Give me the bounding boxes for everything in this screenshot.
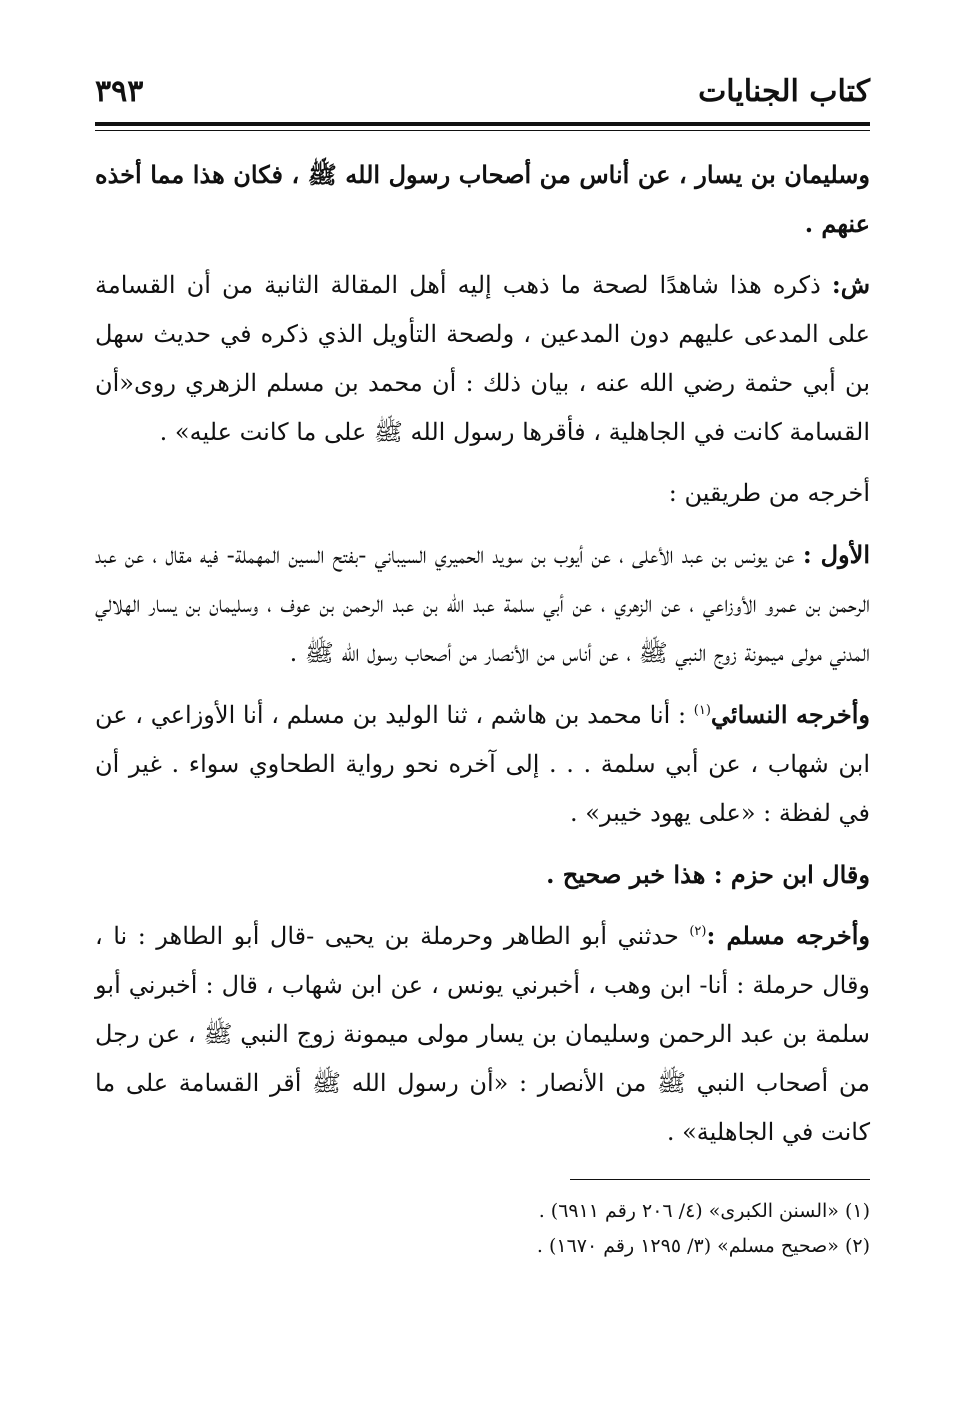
page-number: ٣٩٣ — [95, 74, 144, 109]
paragraph-routes: أخرجه من طريقين : — [668, 479, 870, 507]
first-route-text: عن يونس بن عبد الأعلى ، عن أيوب بن سويد الحميري السيباني -بفتح السين المهملة- فيه مقال ، عن عبد الرحمن بن عمرو الأوزاعي ، عن الزهري ، عن أبي سلمة عبد الله بن عبد الرحمن بن عوف ، وسليمان بن يسار الهلالي المدني مولى ميمونة زوج النبي ﷺ ، عن أناس من الأنصار من أصحاب رسول الله ﷺ . — [95, 541, 870, 667]
muslim-text: حدثني أبو الطاهر وحرملة بن يحيى -قال أبو الطاهر : نا ، وقال حرملة : أنا- ابن وهب ، أخبرني يونس ، عن ابن شهاب ، قال : أخبرني أبو سلمة بن عبد الرحمن وسليمان بن يسار مولى ميمونة زوج النبي ﷺ ، عن رجل من أصحاب النبي ﷺ من الأنصار : «أن رسول الله ﷺ أقر القسامة على ما كانت في الجاهلية» . — [95, 922, 870, 1146]
footnote-divider — [570, 1179, 870, 1180]
commentary-marker: ش: — [831, 270, 870, 299]
muslim-label: وأخرجه مسلم : — [706, 921, 870, 950]
chapter-title: كتاب الجنايات — [698, 74, 870, 109]
paragraph-nasai — [95, 690, 870, 838]
nasai-text: : أنا محمد بن هاشم ، ثنا الوليد بن مسلم ، أنا الأوزاعي ، عن ابن شهاب ، عن أبي سلمة . . . إلى آخره نحو رواية الطحاوي سواء . غير أن في لفظة : «على يهود خيبر» . — [95, 701, 870, 827]
commentary-text: ذكره هذا شاهدًا لصحة ما ذهب إليه أهل المقالة الثانية من أن القسامة على المدعى عليهم دون المدعين ، ولصحة التأويل الذي ذكره في حديث سهل بن أبي حثمة رضي الله عنه ، بيان ذلك : أن محمد بن مسلم الزهري روى«أن القسامة كانت في الجاهلية ، فأقرها رسول الله ﷺ على ما كانت عليه» . — [95, 271, 870, 446]
nasai-label: وأخرجه النسائي — [710, 700, 870, 729]
first-route-label: الأول : — [802, 540, 870, 569]
footnotes — [95, 1194, 870, 1264]
book-page — [95, 60, 870, 1264]
footnote-ref-1: (١) — [693, 703, 711, 718]
paragraph-continuation: وسليمان بن يسار ، عن أناس من أصحاب رسول الله ﷺ ، فكان هذا مما أخذه عنهم . — [95, 160, 870, 238]
main-text — [95, 150, 870, 1157]
footnote-1: (١) «السنن الكبرى» (٤/ ٢٠٦ رقم ٦٩١١) . — [538, 1200, 870, 1222]
footnote-ref-2: (٢) — [689, 924, 707, 939]
paragraph-commentary — [95, 260, 870, 457]
running-header — [95, 60, 870, 126]
paragraph-muslim — [95, 911, 870, 1157]
paragraph-ibn-hazm: وقال ابن حزم : هذا خبر صحيح . — [546, 860, 870, 889]
footnote-2: (٢) «صحيح مسلم» (٣/ ١٢٩٥ رقم ١٦٧٠) . — [536, 1235, 870, 1257]
paragraph-first-route — [95, 530, 870, 678]
